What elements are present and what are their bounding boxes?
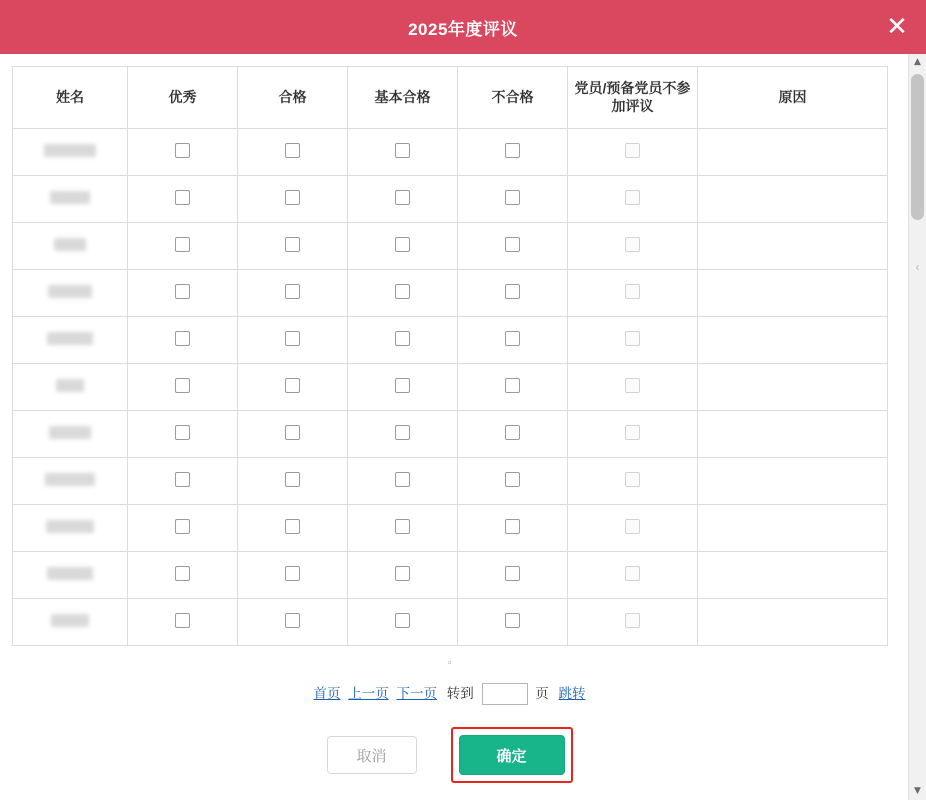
page-title: 2025年度评议 <box>408 19 518 39</box>
checkbox-excellent[interactable] <box>175 331 190 346</box>
column-header-exempt: 党员/预备党员不参加评议 <box>568 67 698 129</box>
cell-checkbox-qualified <box>238 552 348 599</box>
cell-reason[interactable] <box>698 599 888 646</box>
cell-checkbox-unqualified <box>458 364 568 411</box>
table-row <box>13 129 888 176</box>
checkbox-excellent[interactable] <box>175 566 190 581</box>
cell-checkbox-exempt <box>568 364 698 411</box>
checkbox-exempt <box>625 143 640 158</box>
cell-checkbox-qualified <box>238 317 348 364</box>
checkbox-unqualified[interactable] <box>505 190 520 205</box>
cell-reason[interactable] <box>698 552 888 599</box>
cell-reason[interactable] <box>698 176 888 223</box>
redacted-name <box>56 379 84 392</box>
checkbox-qualified[interactable] <box>285 190 300 205</box>
close-icon[interactable]: ✕ <box>886 12 908 42</box>
checkbox-unqualified[interactable] <box>505 378 520 393</box>
checkbox-basic-qualified[interactable] <box>395 143 410 158</box>
checkbox-unqualified[interactable] <box>505 613 520 628</box>
cell-checkbox-basic-qualified <box>348 552 458 599</box>
checkbox-exempt <box>625 613 640 628</box>
checkbox-excellent[interactable] <box>175 378 190 393</box>
checkbox-basic-qualified[interactable] <box>395 190 410 205</box>
cell-name <box>13 364 128 411</box>
cell-checkbox-excellent <box>128 552 238 599</box>
checkbox-unqualified[interactable] <box>505 472 520 487</box>
review-table <box>12 66 888 646</box>
cell-checkbox-excellent <box>128 505 238 552</box>
checkbox-excellent[interactable] <box>175 519 190 534</box>
checkbox-exempt <box>625 519 640 534</box>
cell-checkbox-exempt <box>568 458 698 505</box>
cell-reason[interactable] <box>698 411 888 458</box>
checkbox-unqualified[interactable] <box>505 284 520 299</box>
scrollbar-thumb[interactable] <box>911 74 924 220</box>
table-row <box>13 599 888 646</box>
cell-checkbox-unqualified <box>458 411 568 458</box>
cell-name <box>13 223 128 270</box>
cell-checkbox-excellent <box>128 458 238 505</box>
cell-checkbox-exempt <box>568 505 698 552</box>
table-row <box>13 458 888 505</box>
pager-first-link[interactable]: 首页 <box>313 686 341 701</box>
checkbox-excellent[interactable] <box>175 613 190 628</box>
cell-checkbox-excellent <box>128 129 238 176</box>
cell-checkbox-excellent <box>128 364 238 411</box>
cell-reason[interactable] <box>698 505 888 552</box>
dialog-body <box>0 54 926 800</box>
cell-checkbox-unqualified <box>458 317 568 364</box>
cell-checkbox-qualified <box>238 411 348 458</box>
dialog-header <box>0 0 926 54</box>
checkbox-unqualified[interactable] <box>505 143 520 158</box>
cell-checkbox-basic-qualified <box>348 176 458 223</box>
table-row <box>13 411 888 458</box>
cell-checkbox-basic-qualified <box>348 458 458 505</box>
cell-name <box>13 505 128 552</box>
cell-checkbox-exempt <box>568 411 698 458</box>
cell-reason[interactable] <box>698 364 888 411</box>
checkbox-unqualified[interactable] <box>505 331 520 346</box>
cell-checkbox-excellent <box>128 599 238 646</box>
redacted-name <box>47 567 93 580</box>
cell-checkbox-exempt <box>568 552 698 599</box>
cell-reason[interactable] <box>698 270 888 317</box>
checkbox-exempt <box>625 566 640 581</box>
cell-checkbox-basic-qualified <box>348 599 458 646</box>
cell-checkbox-exempt <box>568 270 698 317</box>
cell-name <box>13 176 128 223</box>
checkbox-excellent[interactable] <box>175 143 190 158</box>
redacted-name <box>45 473 95 486</box>
review-content <box>12 66 887 783</box>
cell-checkbox-unqualified <box>458 599 568 646</box>
checkbox-qualified[interactable] <box>285 519 300 534</box>
checkbox-qualified[interactable] <box>285 237 300 252</box>
table-row <box>13 270 888 317</box>
scroll-up-arrow-icon[interactable]: ▲ <box>909 54 926 71</box>
cell-checkbox-qualified <box>238 364 348 411</box>
checkbox-basic-qualified[interactable] <box>395 331 410 346</box>
cell-checkbox-qualified <box>238 458 348 505</box>
cell-checkbox-basic-qualified <box>348 364 458 411</box>
table-row <box>13 176 888 223</box>
column-header-name: 姓名 <box>13 67 128 129</box>
pager-next-link[interactable]: 下一页 <box>396 686 437 701</box>
table-row <box>13 317 888 364</box>
checkbox-excellent[interactable] <box>175 237 190 252</box>
cell-checkbox-unqualified <box>458 552 568 599</box>
column-header-unqualified: 不合格 <box>458 67 568 129</box>
cell-checkbox-excellent <box>128 411 238 458</box>
redacted-name <box>46 520 94 533</box>
pagination <box>12 672 887 705</box>
checkbox-qualified[interactable] <box>285 331 300 346</box>
table-row <box>13 505 888 552</box>
checkbox-exempt <box>625 378 640 393</box>
cell-checkbox-basic-qualified <box>348 505 458 552</box>
checkbox-excellent[interactable] <box>175 190 190 205</box>
checkbox-exempt <box>625 472 640 487</box>
checkbox-qualified[interactable] <box>285 378 300 393</box>
table-header-row <box>13 67 888 129</box>
cell-checkbox-qualified <box>238 505 348 552</box>
scroll-down-arrow-icon[interactable]: ▼ <box>909 783 926 800</box>
cell-name <box>13 411 128 458</box>
cell-checkbox-qualified <box>238 129 348 176</box>
cell-checkbox-qualified <box>238 270 348 317</box>
checkbox-unqualified[interactable] <box>505 237 520 252</box>
cell-checkbox-qualified <box>238 599 348 646</box>
pager-goto-label: 转到 <box>446 686 474 701</box>
cell-name <box>13 317 128 364</box>
cell-checkbox-basic-qualified <box>348 317 458 364</box>
checkbox-exempt <box>625 284 640 299</box>
loading-dots: ▫ <box>447 657 452 669</box>
table-row <box>13 364 888 411</box>
vertical-scrollbar[interactable] <box>908 54 926 800</box>
cell-checkbox-excellent <box>128 317 238 364</box>
checkbox-exempt <box>625 425 640 440</box>
redacted-name <box>54 238 86 251</box>
cell-checkbox-qualified <box>238 176 348 223</box>
cell-reason[interactable] <box>698 223 888 270</box>
checkbox-excellent[interactable] <box>175 472 190 487</box>
table-body <box>13 129 888 646</box>
cell-checkbox-exempt <box>568 599 698 646</box>
redacted-name <box>51 614 89 627</box>
confirm-button-highlight <box>451 727 573 783</box>
cell-checkbox-exempt <box>568 223 698 270</box>
cell-checkbox-unqualified <box>458 176 568 223</box>
checkbox-unqualified[interactable] <box>505 425 520 440</box>
column-header-reason: 原因 <box>698 67 888 129</box>
redacted-name <box>47 332 93 345</box>
dialog-footer <box>12 727 887 783</box>
checkbox-excellent[interactable] <box>175 284 190 299</box>
cell-checkbox-unqualified <box>458 458 568 505</box>
pager-prev-link[interactable]: 上一页 <box>348 686 389 701</box>
checkbox-excellent[interactable] <box>175 425 190 440</box>
cell-checkbox-unqualified <box>458 129 568 176</box>
cell-checkbox-basic-qualified <box>348 223 458 270</box>
column-header-qualified: 合格 <box>238 67 348 129</box>
checkbox-qualified[interactable] <box>285 284 300 299</box>
checkbox-basic-qualified[interactable] <box>395 237 410 252</box>
pager-page-unit: 页 <box>535 686 549 701</box>
checkbox-exempt <box>625 331 640 346</box>
cell-checkbox-qualified <box>238 223 348 270</box>
pager-jump-link[interactable]: 跳转 <box>558 686 586 701</box>
cell-name <box>13 270 128 317</box>
checkbox-qualified[interactable] <box>285 425 300 440</box>
checkbox-qualified[interactable] <box>285 566 300 581</box>
column-header-basic-qualified: 基本合格 <box>348 67 458 129</box>
checkbox-exempt <box>625 190 640 205</box>
cell-checkbox-excellent <box>128 270 238 317</box>
cell-checkbox-basic-qualified <box>348 129 458 176</box>
redacted-name <box>44 144 96 157</box>
checkbox-basic-qualified[interactable] <box>395 519 410 534</box>
cell-checkbox-basic-qualified <box>348 270 458 317</box>
cell-reason[interactable] <box>698 129 888 176</box>
redacted-name <box>50 191 90 204</box>
checkbox-basic-qualified[interactable] <box>395 378 410 393</box>
table-row <box>13 223 888 270</box>
cell-checkbox-unqualified <box>458 270 568 317</box>
cell-checkbox-exempt <box>568 317 698 364</box>
cell-name <box>13 129 128 176</box>
checkbox-exempt <box>625 237 640 252</box>
page-number-input[interactable] <box>482 683 528 705</box>
checkbox-basic-qualified[interactable] <box>395 284 410 299</box>
checkbox-basic-qualified[interactable] <box>395 425 410 440</box>
cell-name <box>13 599 128 646</box>
checkbox-unqualified[interactable] <box>505 519 520 534</box>
checkbox-basic-qualified[interactable] <box>395 472 410 487</box>
cell-name <box>13 458 128 505</box>
cell-checkbox-exempt <box>568 176 698 223</box>
cell-checkbox-excellent <box>128 223 238 270</box>
cell-checkbox-unqualified <box>458 505 568 552</box>
checkbox-basic-qualified[interactable] <box>395 613 410 628</box>
cancel-button[interactable]: 取消 <box>327 736 417 774</box>
cell-reason[interactable] <box>698 458 888 505</box>
cell-checkbox-basic-qualified <box>348 411 458 458</box>
checkbox-qualified[interactable] <box>285 613 300 628</box>
cell-checkbox-excellent <box>128 176 238 223</box>
cell-checkbox-unqualified <box>458 223 568 270</box>
cell-name <box>13 552 128 599</box>
checkbox-qualified[interactable] <box>285 143 300 158</box>
confirm-button[interactable]: 确定 <box>459 735 565 775</box>
table-row <box>13 552 888 599</box>
checkbox-basic-qualified[interactable] <box>395 566 410 581</box>
checkbox-qualified[interactable] <box>285 472 300 487</box>
column-header-excellent: 优秀 <box>128 67 238 129</box>
scrollbar-marker-icon: ‹ <box>915 260 920 274</box>
cell-reason[interactable] <box>698 317 888 364</box>
cell-checkbox-exempt <box>568 129 698 176</box>
redacted-name <box>48 285 92 298</box>
checkbox-unqualified[interactable] <box>505 566 520 581</box>
redacted-name <box>49 426 91 439</box>
